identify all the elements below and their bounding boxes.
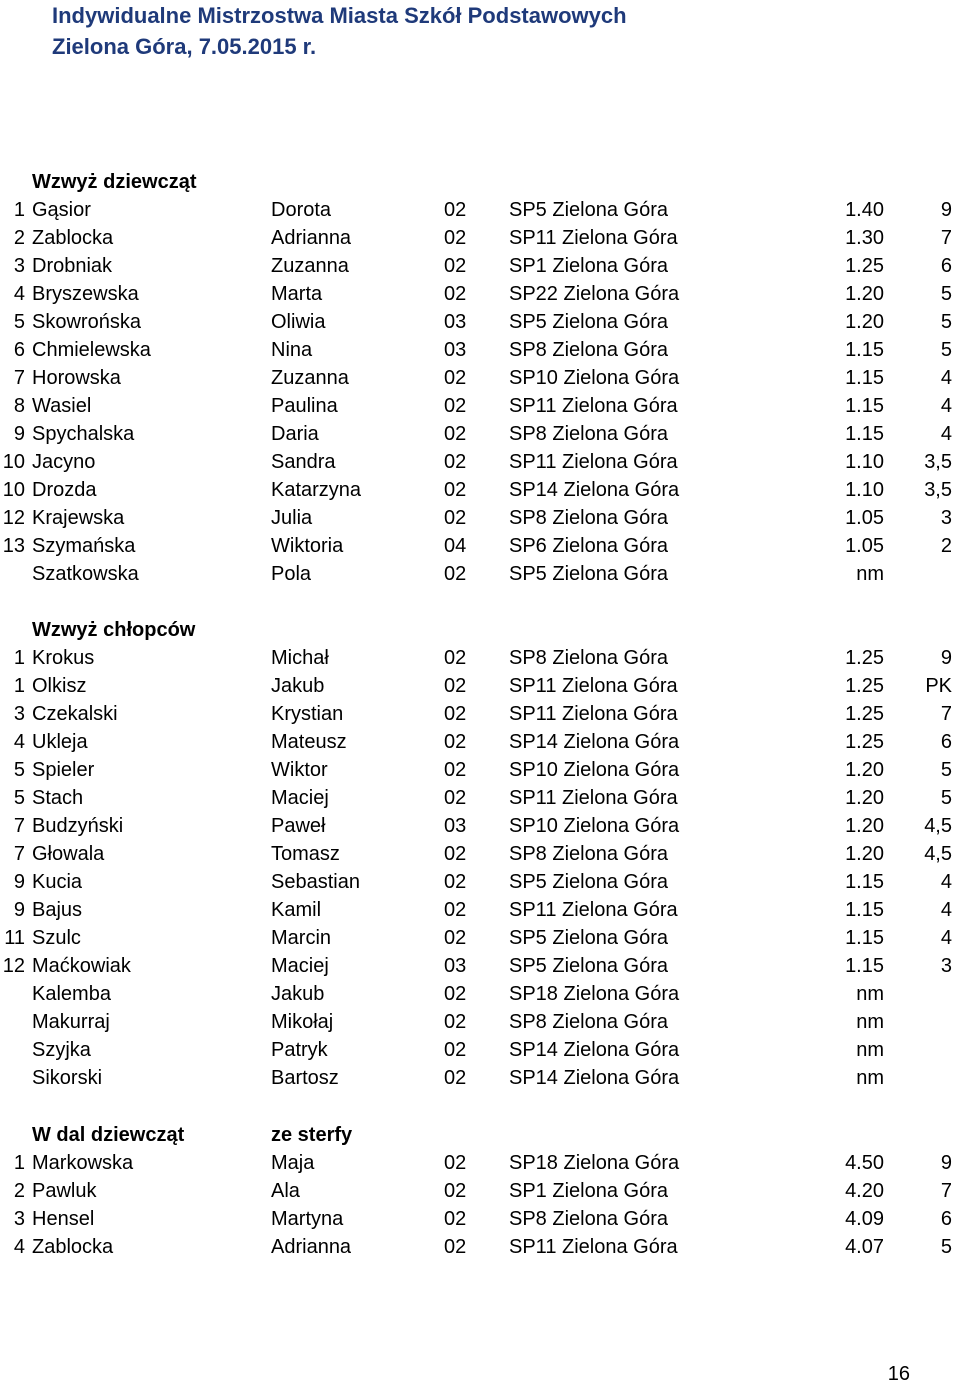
- first-name-cell: Zuzanna: [271, 367, 349, 389]
- school-cell: SP8 Zielona Góra: [509, 507, 668, 529]
- last-name-cell: Olkisz: [32, 675, 87, 697]
- place-cell: 5: [13, 787, 25, 809]
- first-name-cell: Marcin: [271, 927, 332, 949]
- first-name-cell: Kamil: [271, 899, 322, 921]
- table-row: [0, 392, 960, 420]
- school-cell: SP5 Zielona Góra: [509, 927, 668, 949]
- table-row: [0, 952, 960, 980]
- last-name-cell: Bajus: [32, 899, 83, 921]
- birth-year-cell: 04: [444, 535, 467, 557]
- school-cell: SP11 Zielona Góra: [509, 703, 678, 725]
- table-row: [0, 252, 960, 280]
- birth-year-cell: 02: [444, 1208, 467, 1230]
- last-name-cell: Hensel: [32, 1208, 95, 1230]
- result-cell: 4.50: [845, 1152, 884, 1174]
- table-row: [0, 364, 960, 392]
- school-cell: SP18 Zielona Góra: [509, 1152, 680, 1174]
- first-name-cell: Maja: [271, 1152, 315, 1174]
- points-cell: 5: [940, 311, 952, 333]
- first-name-cell: Daria: [271, 423, 319, 445]
- school-cell: SP8 Zielona Góra: [509, 339, 668, 361]
- points-cell: 9: [940, 199, 952, 221]
- school-cell: SP14 Zielona Góra: [509, 1067, 680, 1089]
- table-row: [0, 980, 960, 1008]
- place-cell: 5: [13, 759, 25, 781]
- place-cell: 1: [13, 1152, 25, 1174]
- first-name-cell: Bartosz: [271, 1067, 339, 1089]
- table-row: [0, 1233, 960, 1261]
- last-name-cell: Drobniak: [32, 255, 113, 277]
- birth-year-cell: 03: [444, 815, 467, 837]
- last-name-cell: Pawluk: [32, 1180, 97, 1202]
- points-cell: 3,5: [924, 479, 952, 501]
- section-high-jump-girls: [0, 168, 960, 588]
- result-cell: 1.25: [845, 731, 884, 753]
- school-cell: SP22 Zielona Góra: [509, 283, 680, 305]
- first-name-cell: Dorota: [271, 199, 332, 221]
- birth-year-cell: 02: [444, 983, 467, 1005]
- last-name-cell: Szatkowska: [32, 563, 139, 585]
- section-high-jump-boys: [0, 616, 960, 1092]
- points-cell: 3: [940, 507, 952, 529]
- table-row: [0, 532, 960, 560]
- result-cell: nm: [856, 1011, 884, 1033]
- birth-year-cell: 03: [444, 311, 467, 333]
- school-cell: SP5 Zielona Góra: [509, 955, 668, 977]
- last-name-cell: Kucia: [32, 871, 83, 893]
- first-name-cell: Zuzanna: [271, 255, 349, 277]
- school-cell: SP18 Zielona Góra: [509, 983, 680, 1005]
- birth-year-cell: 02: [444, 647, 467, 669]
- last-name-cell: Szyjka: [32, 1039, 91, 1061]
- points-cell: 9: [940, 1152, 952, 1174]
- first-name-cell: Mikołaj: [271, 1011, 334, 1033]
- first-name-cell: Pola: [271, 563, 312, 585]
- school-cell: SP11 Zielona Góra: [509, 227, 678, 249]
- result-cell: 4.09: [845, 1208, 884, 1230]
- school-cell: SP10 Zielona Góra: [509, 815, 680, 837]
- table-row: [0, 504, 960, 532]
- birth-year-cell: 02: [444, 899, 467, 921]
- last-name-cell: Czekalski: [32, 703, 118, 725]
- result-cell: 1.25: [845, 675, 884, 697]
- school-cell: SP11 Zielona Góra: [509, 675, 678, 697]
- last-name-cell: Wasiel: [32, 395, 92, 417]
- school-cell: SP5 Zielona Góra: [509, 311, 668, 333]
- school-cell: SP8 Zielona Góra: [509, 1011, 668, 1033]
- table-row: [0, 896, 960, 924]
- last-name-cell: Krajewska: [32, 507, 125, 529]
- birth-year-cell: 02: [444, 227, 467, 249]
- result-cell: 4.07: [845, 1236, 884, 1258]
- last-name-cell: Horowska: [32, 367, 121, 389]
- section-subtitle: ze sterfy: [271, 1124, 353, 1146]
- last-name-cell: Sikorski: [32, 1067, 103, 1089]
- title-line-1: Indywidualne Mistrzostwa Miasta Szkół Podstawowych: [52, 3, 627, 28]
- result-cell: 1.15: [845, 871, 884, 893]
- first-name-cell: Katarzyna: [271, 479, 362, 501]
- points-cell: 4: [940, 367, 952, 389]
- birth-year-cell: 02: [444, 759, 467, 781]
- school-cell: SP5 Zielona Góra: [509, 871, 668, 893]
- result-cell: 1.20: [845, 843, 884, 865]
- result-cell: 1.25: [845, 703, 884, 725]
- points-cell: PK: [925, 675, 952, 697]
- first-name-cell: Paulina: [271, 395, 338, 417]
- place-cell: 12: [2, 955, 25, 977]
- last-name-cell: Krokus: [32, 647, 95, 669]
- result-cell: 1.15: [845, 927, 884, 949]
- table-row: [0, 560, 960, 588]
- first-name-cell: Adrianna: [271, 1236, 352, 1258]
- points-cell: 3: [940, 955, 952, 977]
- result-cell: 1.05: [845, 535, 884, 557]
- result-cell: 1.10: [845, 479, 884, 501]
- points-cell: 4,5: [924, 843, 952, 865]
- last-name-cell: Markowska: [32, 1152, 134, 1174]
- table-row: [0, 224, 960, 252]
- result-cell: 1.25: [845, 255, 884, 277]
- place-cell: 6: [13, 339, 25, 361]
- result-cell: 1.30: [845, 227, 884, 249]
- birth-year-cell: 02: [444, 927, 467, 949]
- first-name-cell: Tomasz: [271, 843, 340, 865]
- last-name-cell: Budzyński: [32, 815, 124, 837]
- first-name-cell: Sebastian: [271, 871, 360, 893]
- table-row: [0, 448, 960, 476]
- table-row: [0, 1177, 960, 1205]
- result-cell: nm: [856, 983, 884, 1005]
- last-name-cell: Bryszewska: [32, 283, 139, 305]
- table-row: [0, 868, 960, 896]
- school-cell: SP14 Zielona Góra: [509, 479, 680, 501]
- birth-year-cell: 02: [444, 255, 467, 277]
- document-title: [52, 0, 627, 62]
- points-cell: 2: [940, 535, 952, 557]
- result-cell: 1.15: [845, 395, 884, 417]
- birth-year-cell: 02: [444, 1067, 467, 1089]
- table-row: [0, 728, 960, 756]
- points-cell: 5: [940, 759, 952, 781]
- birth-year-cell: 02: [444, 871, 467, 893]
- result-cell: 1.10: [845, 451, 884, 473]
- school-cell: SP14 Zielona Góra: [509, 1039, 680, 1061]
- first-name-cell: Maciej: [271, 787, 329, 809]
- section-title: Wzwyż chłopców: [32, 619, 196, 641]
- last-name-cell: Drozda: [32, 479, 97, 501]
- school-cell: SP5 Zielona Góra: [509, 199, 668, 221]
- result-cell: 4.20: [845, 1180, 884, 1202]
- place-cell: 9: [13, 423, 25, 445]
- birth-year-cell: 02: [444, 703, 467, 725]
- table-row: [0, 924, 960, 952]
- birth-year-cell: 02: [444, 1039, 467, 1061]
- points-cell: 9: [940, 647, 952, 669]
- birth-year-cell: 02: [444, 283, 467, 305]
- first-name-cell: Patryk: [271, 1039, 328, 1061]
- table-row: [0, 672, 960, 700]
- first-name-cell: Nina: [271, 339, 313, 361]
- last-name-cell: Maćkowiak: [32, 955, 131, 977]
- place-cell: 13: [2, 535, 25, 557]
- points-cell: 5: [940, 283, 952, 305]
- result-cell: nm: [856, 1039, 884, 1061]
- first-name-cell: Paweł: [271, 815, 326, 837]
- section-long-jump-girls: [0, 1121, 960, 1261]
- last-name-cell: Ukleja: [32, 731, 88, 753]
- first-name-cell: Martyna: [271, 1208, 344, 1230]
- place-cell: 5: [13, 311, 25, 333]
- points-cell: 3,5: [924, 451, 952, 473]
- school-cell: SP11 Zielona Góra: [509, 787, 678, 809]
- first-name-cell: Mateusz: [271, 731, 347, 753]
- place-cell: 7: [13, 815, 25, 837]
- first-name-cell: Adrianna: [271, 227, 352, 249]
- place-cell: 10: [2, 479, 25, 501]
- school-cell: SP8 Zielona Góra: [509, 647, 668, 669]
- school-cell: SP11 Zielona Góra: [509, 1236, 678, 1258]
- birth-year-cell: 02: [444, 675, 467, 697]
- table-row: [0, 784, 960, 812]
- table-row: [0, 1008, 960, 1036]
- school-cell: SP1 Zielona Góra: [509, 1180, 668, 1202]
- result-cell: 1.15: [845, 367, 884, 389]
- table-row: [0, 1036, 960, 1064]
- birth-year-cell: 02: [444, 843, 467, 865]
- birth-year-cell: 02: [444, 1180, 467, 1202]
- birth-year-cell: 02: [444, 451, 467, 473]
- last-name-cell: Jacyno: [32, 451, 96, 473]
- place-cell: 3: [13, 703, 25, 725]
- page-number: 16: [887, 1363, 910, 1385]
- table-row: [0, 1205, 960, 1233]
- place-cell: 7: [13, 843, 25, 865]
- place-cell: 4: [13, 283, 25, 305]
- first-name-cell: Sandra: [271, 451, 336, 473]
- points-cell: 5: [940, 339, 952, 361]
- school-cell: SP11 Zielona Góra: [509, 899, 678, 921]
- first-name-cell: Julia: [271, 507, 313, 529]
- school-cell: SP6 Zielona Góra: [509, 535, 668, 557]
- points-cell: 6: [940, 255, 952, 277]
- school-cell: SP8 Zielona Góra: [509, 843, 668, 865]
- birth-year-cell: 02: [444, 395, 467, 417]
- birth-year-cell: 02: [444, 1236, 467, 1258]
- points-cell: 5: [940, 787, 952, 809]
- place-cell: 1: [13, 647, 25, 669]
- points-cell: 4: [940, 899, 952, 921]
- points-cell: 6: [940, 731, 952, 753]
- first-name-cell: Oliwia: [271, 311, 326, 333]
- points-cell: 6: [940, 1208, 952, 1230]
- school-cell: SP8 Zielona Góra: [509, 1208, 668, 1230]
- last-name-cell: Kalemba: [32, 983, 111, 1005]
- section-title: Wzwyż dziewcząt: [32, 171, 197, 193]
- place-cell: 9: [13, 871, 25, 893]
- section-heading: [0, 168, 960, 196]
- first-name-cell: Maciej: [271, 955, 329, 977]
- school-cell: SP14 Zielona Góra: [509, 731, 680, 753]
- points-cell: 4: [940, 395, 952, 417]
- result-cell: 1.20: [845, 759, 884, 781]
- result-cell: nm: [856, 1067, 884, 1089]
- title-line-2: Zielona Góra, 7.05.2015 r.: [52, 34, 317, 59]
- school-cell: SP11 Zielona Góra: [509, 395, 678, 417]
- table-row: [0, 476, 960, 504]
- place-cell: 11: [4, 927, 25, 949]
- points-cell: 4: [940, 871, 952, 893]
- result-cell: 1.20: [845, 815, 884, 837]
- table-row: [0, 812, 960, 840]
- last-name-cell: Spieler: [32, 759, 95, 781]
- last-name-cell: Szulc: [32, 927, 81, 949]
- points-cell: 4: [940, 423, 952, 445]
- table-row: [0, 756, 960, 784]
- birth-year-cell: 02: [444, 479, 467, 501]
- first-name-cell: Krystian: [271, 703, 344, 725]
- last-name-cell: Zablocka: [32, 227, 114, 249]
- birth-year-cell: 02: [444, 507, 467, 529]
- place-cell: 4: [13, 1236, 25, 1258]
- school-cell: SP8 Zielona Góra: [509, 423, 668, 445]
- points-cell: 7: [940, 227, 952, 249]
- school-cell: SP10 Zielona Góra: [509, 759, 680, 781]
- table-row: [0, 1064, 960, 1092]
- last-name-cell: Stach: [32, 787, 84, 809]
- first-name-cell: Jakub: [271, 983, 325, 1005]
- place-cell: 3: [13, 255, 25, 277]
- result-cell: 1.20: [845, 311, 884, 333]
- result-cell: 1.20: [845, 787, 884, 809]
- place-cell: 2: [13, 227, 25, 249]
- points-cell: 7: [940, 1180, 952, 1202]
- result-cell: 1.15: [845, 955, 884, 977]
- place-cell: 7: [13, 367, 25, 389]
- school-cell: SP10 Zielona Góra: [509, 367, 680, 389]
- place-cell: 10: [2, 451, 25, 473]
- birth-year-cell: 02: [444, 731, 467, 753]
- result-cell: 1.15: [845, 339, 884, 361]
- school-cell: SP1 Zielona Góra: [509, 255, 668, 277]
- place-cell: 1: [13, 199, 25, 221]
- last-name-cell: Spychalska: [32, 423, 135, 445]
- table-row: [0, 840, 960, 868]
- table-row: [0, 1149, 960, 1177]
- birth-year-cell: 02: [444, 563, 467, 585]
- first-name-cell: Michał: [271, 647, 329, 669]
- table-row: [0, 700, 960, 728]
- school-cell: SP11 Zielona Góra: [509, 451, 678, 473]
- last-name-cell: Makurraj: [32, 1011, 110, 1033]
- first-name-cell: Marta: [271, 283, 323, 305]
- birth-year-cell: 02: [444, 199, 467, 221]
- place-cell: 12: [2, 507, 25, 529]
- place-cell: 8: [13, 395, 25, 417]
- table-row: [0, 196, 960, 224]
- points-cell: 4: [940, 927, 952, 949]
- result-cell: 1.20: [845, 283, 884, 305]
- place-cell: 2: [13, 1180, 25, 1202]
- school-cell: SP5 Zielona Góra: [509, 563, 668, 585]
- table-row: [0, 336, 960, 364]
- birth-year-cell: 02: [444, 423, 467, 445]
- first-name-cell: Ala: [271, 1180, 300, 1202]
- result-cell: 1.15: [845, 423, 884, 445]
- table-row: [0, 308, 960, 336]
- place-cell: 3: [13, 1208, 25, 1230]
- result-cell: 1.40: [845, 199, 884, 221]
- points-cell: 4,5: [924, 815, 952, 837]
- birth-year-cell: 03: [444, 339, 467, 361]
- last-name-cell: Chmielewska: [32, 339, 151, 361]
- first-name-cell: Wiktor: [271, 759, 328, 781]
- last-name-cell: Gąsior: [32, 199, 91, 221]
- result-cell: nm: [856, 563, 884, 585]
- last-name-cell: Głowala: [32, 843, 105, 865]
- place-cell: 1: [13, 675, 25, 697]
- table-row: [0, 644, 960, 672]
- points-cell: 5: [940, 1236, 952, 1258]
- last-name-cell: Szymańska: [32, 535, 136, 557]
- table-row: [0, 420, 960, 448]
- birth-year-cell: 03: [444, 955, 467, 977]
- section-title: W dal dziewcząt: [32, 1124, 185, 1146]
- birth-year-cell: 02: [444, 1152, 467, 1174]
- result-cell: 1.15: [845, 899, 884, 921]
- points-cell: 7: [940, 703, 952, 725]
- first-name-cell: Wiktoria: [271, 535, 344, 557]
- birth-year-cell: 02: [444, 787, 467, 809]
- birth-year-cell: 02: [444, 1011, 467, 1033]
- last-name-cell: Skowrońska: [32, 311, 141, 333]
- birth-year-cell: 02: [444, 367, 467, 389]
- table-row: [0, 280, 960, 308]
- result-cell: 1.25: [845, 647, 884, 669]
- first-name-cell: Jakub: [271, 675, 325, 697]
- place-cell: 4: [13, 731, 25, 753]
- place-cell: 9: [13, 899, 25, 921]
- section-heading: [0, 616, 960, 644]
- last-name-cell: Zablocka: [32, 1236, 114, 1258]
- section-heading: [0, 1121, 960, 1149]
- result-cell: 1.05: [845, 507, 884, 529]
